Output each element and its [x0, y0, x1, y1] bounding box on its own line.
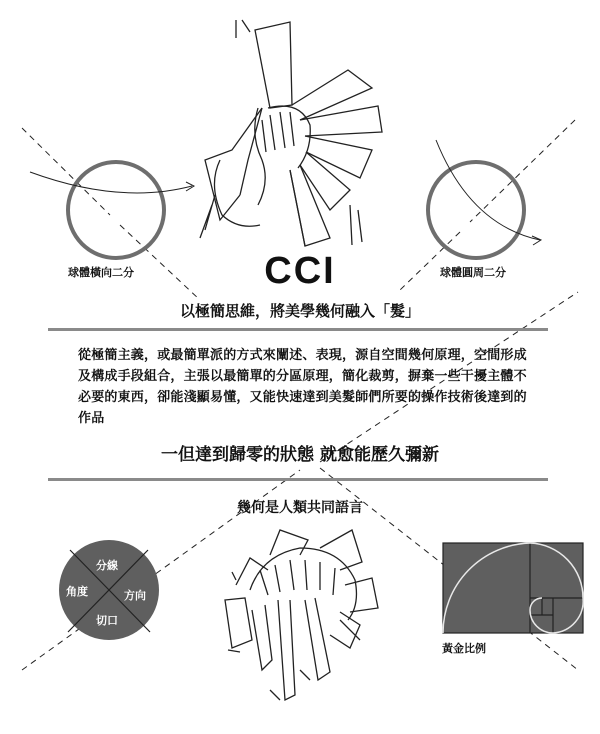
sphere-circumference-diagram — [428, 140, 541, 258]
bottom-hair-sketch — [225, 530, 378, 700]
quadrant-label-bottom: 切口 — [96, 614, 118, 627]
sphere-circumference-label: 球體圓周二分 — [440, 266, 506, 279]
quadrant-label-left: 角度 — [66, 585, 88, 598]
golden-ratio-label: 黃金比例 — [442, 642, 486, 655]
divider-bottom — [48, 478, 548, 481]
brand-logo-text: CCI — [264, 250, 336, 292]
motto-heading: 一但達到歸零的狀態 就愈能歷久彌新 — [161, 445, 439, 465]
top-hair-sketch — [200, 20, 382, 246]
divider-top — [48, 328, 548, 331]
quadrant-label-right: 方向 — [124, 589, 146, 602]
description-line: 必要的東西，卻能淺顯易懂，又能快速達到美髮師們所要的操作技術後達到的 — [78, 390, 527, 405]
geometry-heading: 幾何是人類共同語言 — [237, 500, 363, 516]
sphere-horizontal-diagram — [30, 162, 194, 258]
quadrant-label-top: 分線 — [96, 559, 118, 572]
sphere-horizontal-label: 球體橫向二分 — [68, 266, 134, 279]
golden-ratio-diagram — [443, 543, 583, 633]
description-line: 作品 — [78, 411, 105, 426]
description-line: 及構成手段組合，主張以最簡單的分區原理，簡化裁剪，摒棄一些干擾主體不 — [78, 369, 527, 384]
description-paragraph — [78, 345, 538, 429]
description-line: 從極簡主義，或最簡單派的方式來闡述、表現，源自空間幾何原理，空間形成 — [78, 348, 527, 363]
tagline: 以極簡思維，將美學幾何融入「髮」 — [179, 302, 420, 320]
